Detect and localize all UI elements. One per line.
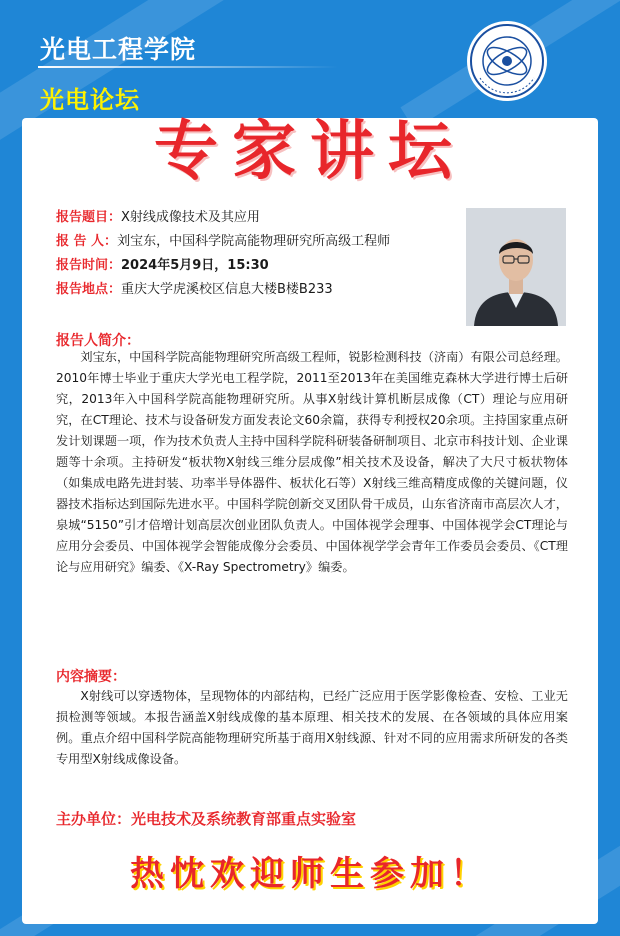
bio-title: 报告人简介： — [56, 333, 140, 349]
place-row — [56, 278, 456, 302]
topic-label: 报告题目： — [56, 210, 122, 225]
speaker-label: 报 告 人： — [56, 234, 118, 249]
speaker-value: 刘宝东，中国科学院高能物理研究所高级工程师 — [117, 234, 391, 249]
lecture-info — [56, 206, 456, 302]
welcome-banner: 热忱欢迎师生参加！ — [130, 854, 490, 894]
speaker-photo — [466, 208, 566, 326]
speaker-row — [56, 230, 456, 254]
time-value: 2024年5月9日，15:30 — [121, 258, 269, 273]
department-name: 光电工程学院 — [40, 35, 197, 64]
time-label: 报告时间： — [56, 258, 122, 273]
abstract-text: X射线可以穿透物体，呈现物体的内部结构，已经广泛应用于医学影像检查、安检、工业无损检测等领域。本报告涵盖X射线成像的基本原理、相关技术的发展、在各领域的具体应用案例。重点介绍中国科学院高能物理研究所基于商用X射线源、针对不同的应用需求所研发的各类专用型X射线成像设备。 — [56, 689, 568, 766]
college-logo-icon — [466, 20, 548, 102]
place-label: 报告地点： — [56, 282, 122, 297]
bio-text: 刘宝东，中国科学院高能物理研究所高级工程师，锐影检测科技（济南）有限公司总经理。2010年博士毕业于重庆大学光电工程学院，2011至2013年在美国维克森林大学进行博士后研究，2013年入中国科学院高能物理研究所。从事X射线计算机断层成像（CT）理论与应用研究，在CT理论、技术与设备研发方面发表论文60余篇，获得专利授权20余项。主持国家重点研发计划课题一项，作为技术负责人主持中国科学院科研装备研制项目、北京市科技计划、企业课题等十余项。主持研发“板状物X射线三维分层成像”相关技术及设备，解决了大尺寸板状物体（如集成电路先进封装、功率半导体器件、板状化石等）X射线三维高精度成像的关键问题，仪器技术指标达到国际先进水平。中国科学院创新交叉团队骨干成员，山东省济南市高层次人才，泉城“5150”引才倍增计划高层次创业团队负责人。中国体视学会理事、中国体视学会CT理论与应用分会委员、中国体视学会智能成像分会委员、中国体视学学会青年工作委员会委员、《CT理论与应用研究》编委、《X-Ray Spectrometry》编委。 — [56, 350, 568, 574]
abstract-title: 内容摘要： — [56, 669, 126, 685]
forum-name: 光电论坛 — [40, 86, 140, 114]
topic-value: X射线成像技术及其应用 — [121, 210, 260, 225]
header-divider — [38, 66, 338, 68]
organizer: 主办单位：光电技术及系统教育部重点实验室 — [56, 810, 357, 828]
time-row — [56, 254, 456, 278]
place-value: 重庆大学虎溪校区信息大楼B楼B233 — [121, 282, 333, 297]
topic-row — [56, 206, 456, 230]
page-title: 专家讲坛 — [154, 114, 466, 189]
